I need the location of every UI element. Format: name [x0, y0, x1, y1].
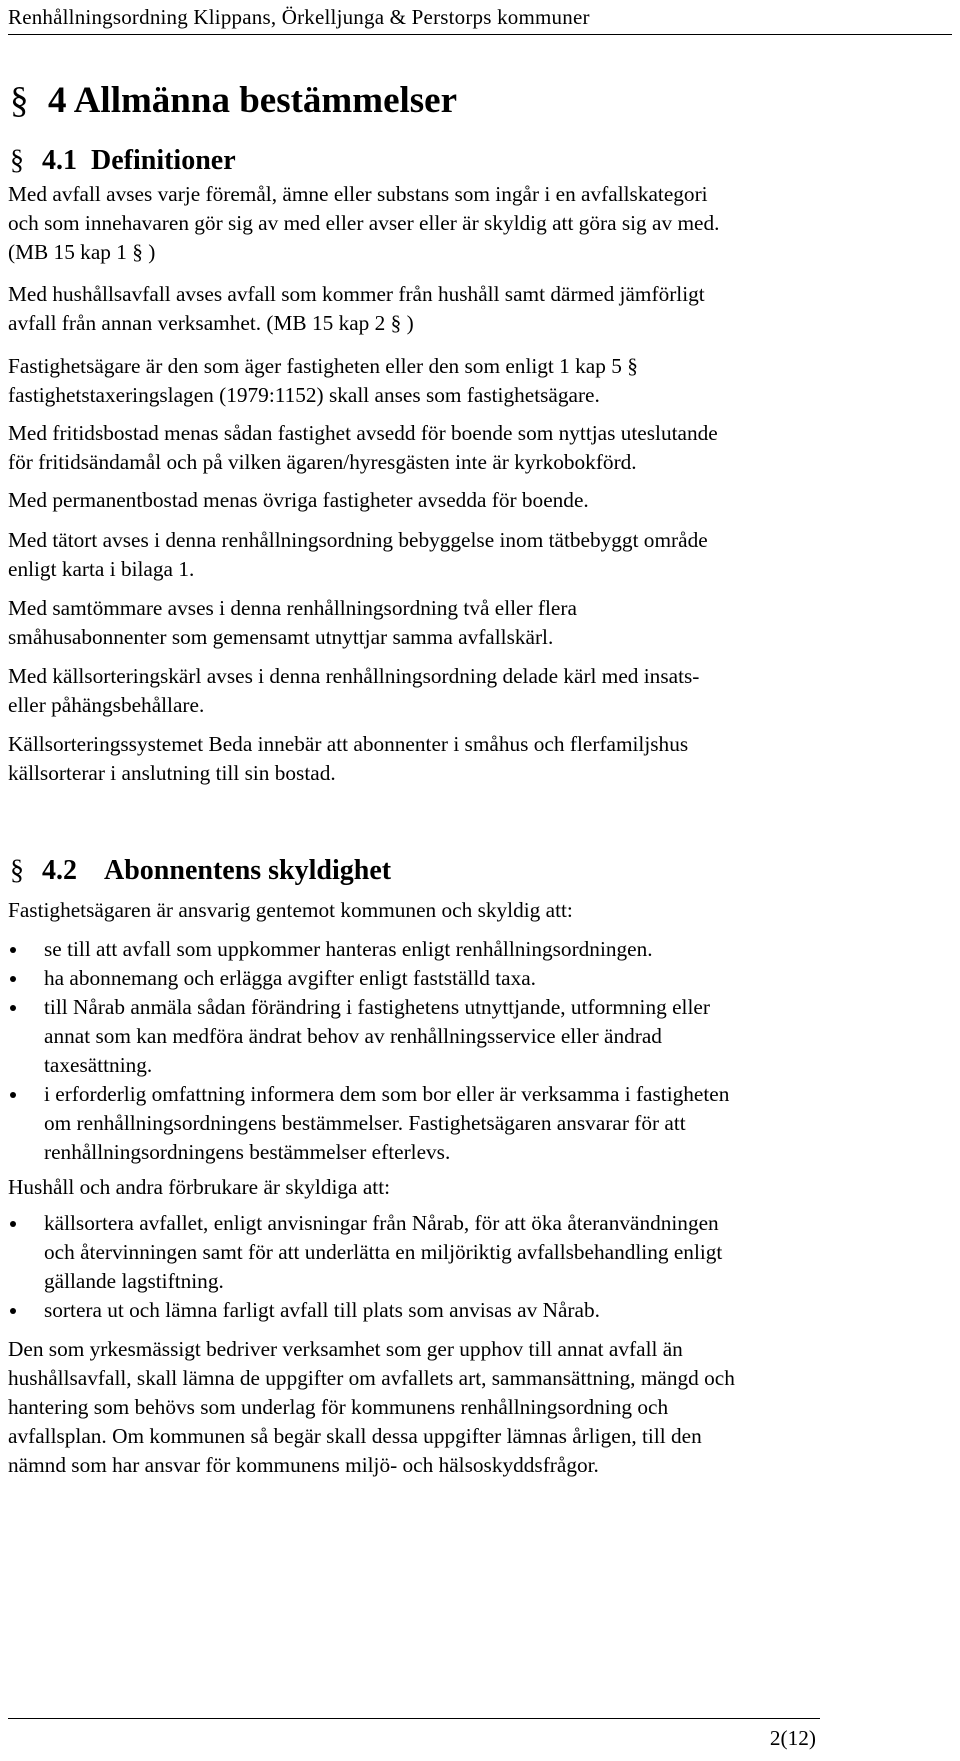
text-line: till Nårab anmäla sådan förändring i fastighetens utnyttjande, utformning eller — [44, 995, 710, 1019]
text-line: Med hushållsavfall avses avfall som kommer från hushåll samt därmed jämförligt — [8, 282, 705, 306]
text-line: och återvinningen samt för att underlätta en miljöriktig avfallsbehandling enligt — [44, 1240, 723, 1264]
definition-fritidsbostad — [8, 419, 958, 477]
text-line: Källsorteringssystemet Beda innebär att abonnenter i småhus och flerfamiljshus — [8, 732, 689, 756]
text-line: Med avfall avses varje föremål, ämne eller substans som ingår i en avfallskategori — [8, 182, 708, 206]
text-line: Fastighetsägaren är ansvarig gentemot kommunen och skyldig att: — [8, 898, 573, 922]
definition-avfall — [8, 180, 958, 267]
text-line: avfall från annan verksamhet. (MB 15 kap 2 § ) — [8, 311, 414, 335]
owner-duties-list — [0, 935, 960, 1167]
definition-samtommare — [8, 594, 958, 652]
text-line: nämnd som har ansvar för kommunens miljö- och hälsoskyddsfrågor. — [8, 1453, 599, 1477]
list-item — [0, 1296, 960, 1325]
text-line: källsorterar i anslutning till sin bostad. — [8, 761, 336, 785]
list-item — [0, 1080, 960, 1167]
page-number: 2(12) — [769, 1726, 816, 1750]
text-line: enligt karta i bilaga 1. — [8, 557, 195, 581]
text-line: och som innehavaren gör sig av med eller avser eller är skyldig att göra sig av med. — [8, 211, 720, 235]
household-intro — [8, 1173, 958, 1202]
text-line: hantering som behövs som underlag för kommunens renhållningsordning och — [8, 1395, 669, 1419]
text-line: Med tätort avses i denna renhållningsordning bebyggelse inom tätbebyggt område — [8, 528, 708, 552]
text-line: om renhållningsordningens bestämmelser. Fastighetsägaren ansvarar för att — [44, 1111, 686, 1135]
bullet-icon — [10, 976, 16, 982]
text-line: Med samtömmare avses i denna renhållningsordning två eller flera — [8, 596, 577, 620]
text-line: fastighetstaxeringslagen (1979:1152) skall anses som fastighetsägare. — [8, 383, 600, 407]
list-item — [0, 1209, 960, 1296]
section-4-2-number: 4.2 — [42, 855, 77, 886]
text-line: renhållningsordningens bestämmelser efterlevs. — [44, 1140, 451, 1164]
bullet-icon — [10, 947, 16, 953]
text-line: källsortera avfallet, enligt anvisningar från Nårab, för att öka återanvändningen — [44, 1211, 719, 1235]
household-duties-list — [0, 1209, 960, 1325]
section-4-1-title: Definitioner — [91, 145, 236, 176]
text-line: ha abonnemang och erlägga avgifter enligt fastställd taxa. — [44, 966, 537, 990]
definition-fastighetsagare — [8, 352, 958, 410]
text-line: taxesättning. — [44, 1053, 153, 1077]
list-item — [0, 964, 960, 993]
bullet-icon — [10, 1221, 16, 1227]
section-4-heading — [10, 76, 457, 126]
definition-beda — [8, 730, 958, 788]
definition-hushallsavfall — [8, 280, 958, 338]
definition-permanentbostad — [8, 486, 958, 515]
bullet-icon — [10, 1005, 16, 1011]
bullet-icon — [10, 1308, 16, 1314]
section-symbol: § — [10, 145, 24, 176]
text-line: annat som kan medföra ändrat behov av renhållningsservice eller ändrad — [44, 1024, 662, 1048]
text-line: avfallsplan. Om kommunen så begär skall dessa uppgifter lämnas årligen, till den — [8, 1424, 702, 1448]
text-line: Fastighetsägare är den som äger fastigheten eller den som enligt 1 kap 5 § — [8, 354, 638, 378]
section-4-2-heading — [10, 853, 391, 889]
section-4-1-number: 4.1 — [42, 145, 77, 176]
section-symbol: § — [10, 80, 29, 121]
section-4-2-title: Abonnentens skyldighet — [104, 855, 392, 886]
text-line: småhusabonnenter som gemensamt utnyttjar samma avfallskärl. — [8, 625, 554, 649]
text-line: eller påhängsbehållare. — [8, 693, 205, 717]
section-4-title: 4 Allmänna bestämmelser — [48, 80, 458, 121]
text-line: Med källsorteringskärl avses i denna renhållningsordning delade kärl med insats- — [8, 664, 700, 688]
list-item — [0, 993, 960, 1080]
section-symbol: § — [10, 855, 24, 886]
list-item — [0, 935, 960, 964]
text-line: för fritidsändamål och på vilken ägaren/hyresgästen inte är kyrkobokförd. — [8, 450, 637, 474]
definition-kallsorteringskarl — [8, 662, 958, 720]
text-line: Med fritidsbostad menas sådan fastighet avsedd för boende som nyttjas uteslutande — [8, 421, 718, 445]
business-waste-paragraph — [8, 1335, 958, 1480]
text-line: sortera ut och lämna farligt avfall till plats som anvisas av Nårab. — [44, 1298, 600, 1322]
section-4-1-heading — [10, 143, 236, 179]
owner-intro — [8, 896, 958, 925]
text-line: Hushåll och andra förbrukare är skyldiga att: — [8, 1175, 391, 1199]
text-line: Med permanentbostad menas övriga fastigheter avsedda för boende. — [8, 488, 589, 512]
text-line: (MB 15 kap 1 § ) — [8, 240, 156, 264]
running-header: Renhållningsordning Klippans, Örkelljunga & Perstorps kommuner — [8, 4, 952, 35]
text-line: Den som yrkesmässigt bedriver verksamhet som ger upphov till annat avfall än — [8, 1337, 683, 1361]
text-line: hushållsavfall, skall lämna de uppgifter om avfallets art, sammansättning, mängd och — [8, 1366, 735, 1390]
text-line: gällande lagstiftning. — [44, 1269, 224, 1293]
text-line: se till att avfall som uppkommer hanteras enligt renhållningsordningen. — [44, 937, 653, 961]
definition-tatort — [8, 526, 958, 584]
bullet-icon — [10, 1092, 16, 1098]
footer-divider — [8, 1718, 820, 1719]
text-line: i erforderlig omfattning informera dem som bor eller är verksamma i fastigheten — [44, 1082, 730, 1106]
